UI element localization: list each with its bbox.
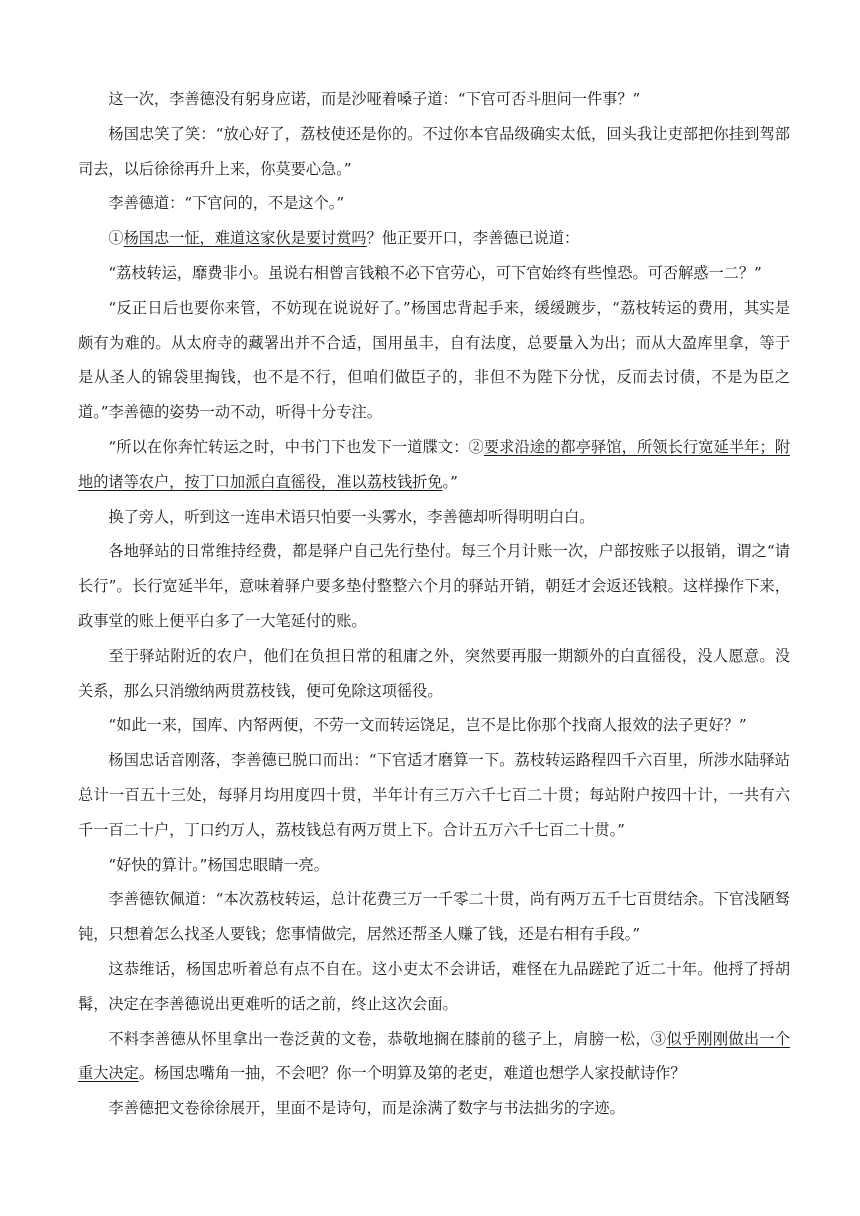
paragraph (78, 500, 790, 535)
document-body (78, 82, 790, 1126)
text-segment: 李善德把文卷徐徐展开，里面不是诗句，而是涂满了数字与书法拙劣的字迹。 (108, 1099, 625, 1118)
text-segment: 李善德钦佩道：“本次荔枝转运，总计花费三万一千零二十贯，尚有两万五千七百贯结余。下官浅陋驽钝，只想着怎么找圣人要钱；您事情做完，居然还帮圣人赚了钱，还是右相有手段。” (78, 890, 790, 944)
underlined-text: 似乎刚刚做出一个重大决定 (78, 1029, 791, 1083)
paragraph (78, 1022, 790, 1092)
text-segment: 杨国忠笑了笑：“放心好了，荔枝使还是你的。不过你本官品级确实太低，回头我让吏部把你挂到驾部司去，以后徐徐再升上来，你莫要心急。” (78, 124, 790, 178)
text-segment: “反正日后也要你来管，不妨现在说说好了。”杨国忠背起手来，缓缓踱步，“荔枝转运的费用，其实是颇有为难的。从太府寺的藏署出并不合适，国用虽丰，自有法度，总要量入为出；而从大盈库里拿，等于是从圣人的锦袋里掏钱，也不是不行，但咱们做臣子的，非但不为陛下分忧，反而去讨债，不是为臣之道。”李善德的姿势一动不动，听得十分专注。 (78, 298, 790, 422)
text-segment: “所以在你奔忙转运之时，中书门下也发下一道牒文：② (108, 437, 484, 456)
text-segment: 。杨国忠嘴角一抽，不会吧？你一个明算及第的老吏，难道也想学人家投献诗作？ (138, 1064, 686, 1083)
paragraph (78, 82, 790, 117)
paragraph (78, 430, 790, 500)
paragraph (78, 743, 790, 847)
text-segment: 李善德道：“下官问的，不是这个。” (108, 194, 345, 213)
underlined-text: 杨国忠一怔，难道这家伙是要讨赏吗 (123, 229, 367, 248)
paragraph (78, 708, 790, 743)
text-segment: 杨国忠话音刚落，李善德已脱口而出：“下官适才磨算一下。荔枝转运路程四千六百里，所涉水陆驿站总计一百五十三处，每驿月均用度四十贯，半年计有三万六千七百二十贯；每站附户按四十计，一共有六千一百二十户，丁口约万人，荔枝钱总有两万贯上下。合计五万六千七百二十贯。” (78, 751, 790, 839)
paragraph (78, 639, 790, 709)
text-segment: 至于驿站附近的农户，他们在负担日常的租庸之外，突然要再服一期额外的白直徭役，没人愿意。没关系，那么只消缴纳两贯荔枝钱，便可免除这项徭役。 (78, 646, 790, 700)
paragraph (78, 534, 790, 638)
paragraph (78, 1091, 790, 1126)
paragraph (78, 848, 790, 883)
text-segment: 各地驿站的日常维持经费，都是驿户自己先行垫付。每三个月计账一次，户部按账子以报销，谓之“请长行”。长行宽延半年，意味着驿户要多垫付整整六个月的驿站开销，朝廷才会返还钱粮。这样操作下来，政事堂的账上便平白多了一大笔延付的账。 (78, 542, 790, 630)
paragraph (78, 186, 790, 221)
text-segment: 不料李善德从怀里拿出一卷泛黄的文卷，恭敬地搁在膝前的毯子上，肩膀一松，③ (108, 1029, 667, 1048)
underlined-text: 要求沿途的都亭驿馆，所领长行宽延半年；附地的诸等农户，按丁口加派白直徭役，准以荔枝钱折免 (78, 437, 791, 491)
paragraph (78, 882, 790, 952)
text-segment: 。” (442, 472, 458, 491)
text-segment: ① (108, 229, 124, 248)
text-segment: 这一次，李善德没有躬身应诺，而是沙哑着嗓子道：“下官可否斗胆问一件事？” (108, 90, 641, 108)
paragraph (78, 117, 790, 187)
paragraph (78, 256, 790, 291)
paragraph (78, 952, 790, 1022)
text-segment: “如此一来，国库、内帑两便，不劳一文而转运饶足，岂不是比你那个找商人报效的法子更好？” (108, 716, 747, 735)
text-segment: ？他正要开口，李善德已说道： (366, 229, 580, 248)
text-segment: 这恭维话，杨国忠听着总有点不自在。这小吏太不会讲话，难怪在九品蹉跎了近二十年。他捋了捋胡髯，决定在李善德说出更难听的话之前，终止这次会面。 (78, 959, 790, 1013)
paragraph (78, 291, 790, 430)
text-segment: “好快的算计。”杨国忠眼睛一亮。 (108, 855, 329, 874)
paragraph (78, 221, 790, 256)
text-segment: “荔枝转运，靡费非小。虽说右相曾言钱粮不必下官劳心，可下官始终有些惶恐。可否解惑一二？” (108, 263, 762, 282)
text-segment: 换了旁人，听到这一连串术语只怕要一头雾水，李善德却听得明明白白。 (108, 507, 595, 526)
